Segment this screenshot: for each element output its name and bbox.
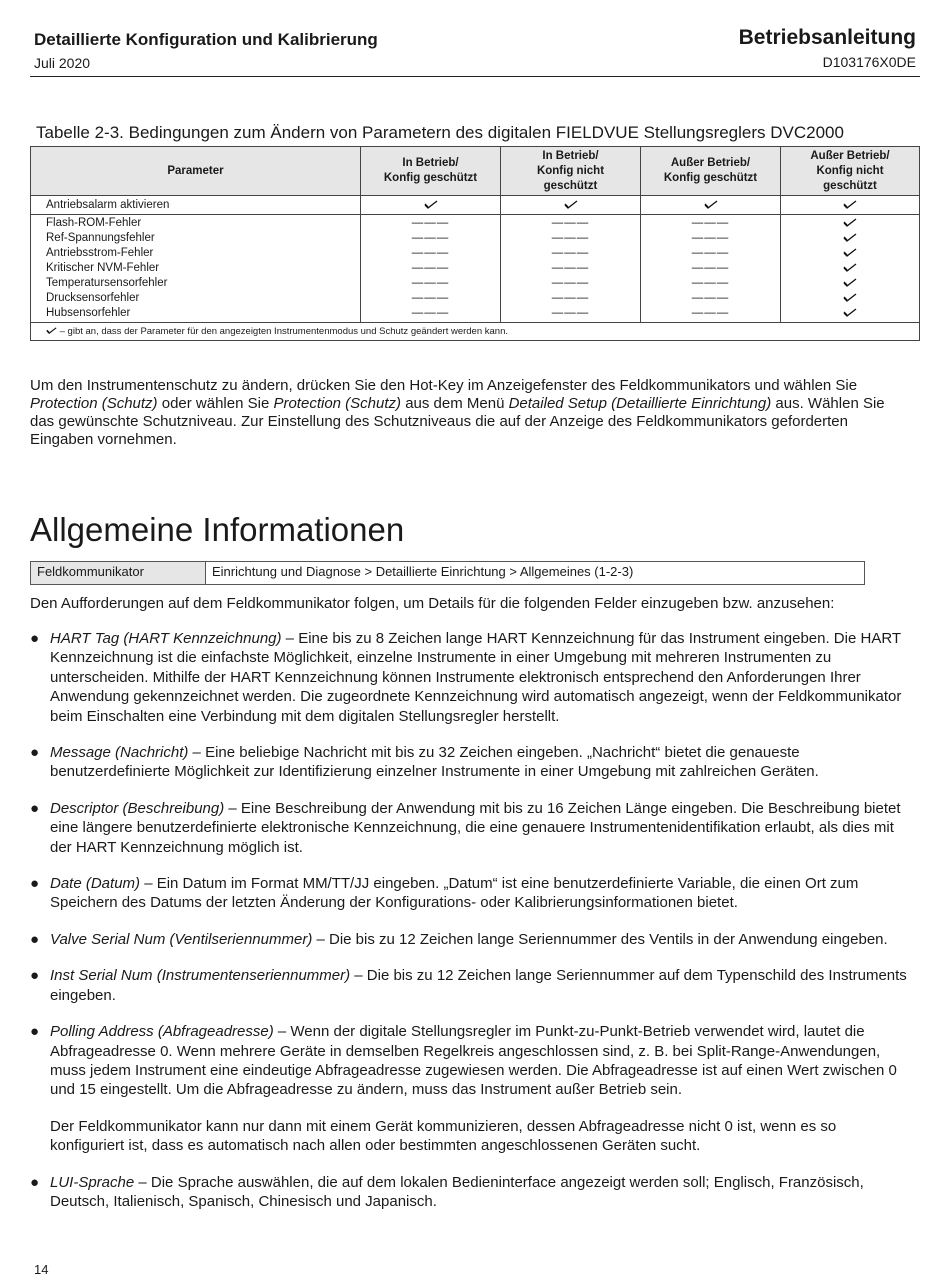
dash-mark: ———: [411, 232, 450, 244]
column-header: In Betrieb/ Konfig geschützt: [361, 147, 501, 196]
intro-text: Den Aufforderungen auf dem Feldkommunikator folgen, um Details für die folgenden Felder einzugeben bzw. anzusehen:: [30, 595, 835, 612]
fc-label: Feldkommunikator: [31, 562, 206, 584]
field-term: Date (Datum): [50, 875, 141, 893]
parameter-name: Drucksensorfehler: [46, 292, 140, 304]
text-run-italic: Detailed Setup (Detaillierte Einrichtung): [508, 395, 772, 412]
bullet-icon: ●: [30, 1173, 40, 1191]
text-run: aus dem Menü: [401, 395, 509, 412]
dash-mark: ———: [551, 262, 590, 274]
bullet-icon: ●: [30, 875, 40, 893]
table-header-row: [31, 147, 920, 196]
dash-mark: ———: [691, 232, 730, 244]
check-icon: [781, 216, 919, 231]
list-spacer: [30, 726, 910, 743]
check-icon: [361, 196, 501, 215]
parameter-name: Flash-ROM-Fehler: [46, 217, 142, 229]
bullet-icon: ●: [30, 967, 40, 985]
column-header: Außer Betrieb/ Konfig geschützt: [641, 147, 781, 196]
list-spacer: [30, 913, 910, 930]
check-icon: [781, 306, 919, 321]
page-number: 14: [34, 1262, 49, 1277]
dash-mark: ———: [551, 307, 590, 319]
column-header: Parameter: [31, 147, 361, 196]
list-item: [30, 743, 910, 782]
text-run-italic: Protection (Schutz): [30, 395, 158, 412]
fc-menu-path: Einrichtung und Diagnose > Detaillierte Einrichtung > Allgemeines (1-2-3): [212, 564, 634, 579]
field-description: – Eine bis zu 8 Zeichen lange HART Kennzeichnung für das Instrument eingeben. Die HART Kennzeichnung ist die einfachste Möglichkeit, einzelne Instrumente in einer Umgebung mit mehreren Instrumenten zu unterscheiden. Mithilfe der HART Kennzeichnung können Instrumente elektronisch entsprechend den Anforderungen Ihrer Anwendung gekennzeichnet werden. Die zugeordnete Kennzeichnung wird automatisch angezeigt, wenn der Feldkommunikator beim Einschalten eine Verbindung mit dem digitalen Stellungsregler herstellt.: [50, 630, 902, 725]
list-item: [30, 930, 910, 949]
list-item: [30, 799, 910, 857]
field-subparagraph: Der Feldkommunikator kann nur dann mit einem Gerät kommunizieren, dessen Abfrageadresse nicht 0 ist, wenn es so konfiguriert ist, dass es automatisch nach allen oder bestimmten angeschlossenen Geräten sucht.: [50, 1117, 837, 1155]
field-term: Message (Nachricht): [50, 744, 189, 762]
list-item: [30, 629, 910, 726]
protection-paragraph: [30, 377, 890, 449]
check-icon: [46, 327, 57, 334]
dash-mark: ———: [691, 307, 730, 319]
column-header: In Betrieb/ Konfig nicht geschützt: [501, 147, 641, 196]
text-run: Um den Instrumentenschutz zu ändern, drücken Sie den Hot-Key im Anzeigefenster des Feldkommunikators und wählen Sie: [30, 377, 858, 394]
list-spacer: [30, 857, 910, 874]
document-type: Betriebsanleitung: [738, 26, 916, 49]
dash-mark: ———: [691, 247, 730, 259]
check-icon: [501, 196, 641, 215]
field-term: LUI-Sprache: [50, 1173, 135, 1191]
dash-mark: ———: [691, 217, 730, 229]
parameter-name: Temperatursensorfehler: [46, 277, 168, 289]
field-description: – Die Sprache auswählen, die auf dem lokalen Bedieninterface angezeigt werden soll; Englisch, Französisch, Deutsch, Italienisch, Spanisch, Chinesisch und Japanisch.: [50, 1173, 864, 1210]
field-description: – Eine Beschreibung der Anwendung mit bis zu 16 Zeichen Länge eingeben. Die Beschreibung bietet eine längere benutzerdefinierte elektronische Kennzeichnung, die eine genauere Instrumentenidentifikation erlaubt, als dies mit der HART Kennzeichnung möglich ist.: [50, 799, 901, 856]
field-description: – Die bis zu 12 Zeichen lange Seriennummer auf dem Typenschild des Instruments eingeben.: [50, 967, 907, 1004]
list-spacer: [30, 1005, 910, 1022]
header-rule: [30, 76, 920, 77]
table-row: [31, 196, 920, 215]
bullet-icon: ●: [30, 1023, 40, 1041]
dash-mark: ———: [411, 262, 450, 274]
check-icon: [781, 231, 919, 246]
field-term: Descriptor (Beschreibung): [50, 799, 225, 817]
dash-mark: ———: [411, 277, 450, 289]
parameter-list: [31, 215, 361, 323]
publication-date: Juli 2020: [34, 55, 91, 71]
parameter-name: Antriebsstrom-Fehler: [46, 247, 154, 259]
check-icon: [781, 246, 919, 261]
list-spacer: [30, 949, 910, 966]
check-column: [781, 215, 920, 323]
field-description: – Die bis zu 12 Zeichen lange Seriennummer des Ventils in der Anwendung eingeben.: [312, 930, 888, 948]
text-run: oder wählen Sie: [157, 395, 274, 412]
field-description: – Ein Datum im Format MM/TT/JJ eingeben. „Datum“ ist eine benutzerdefinierte Variable, die einen Ort zum Speichern des Datums der letzten Änderung der Konfigurations- oder Kalibrierungsinformationen bietet.: [50, 875, 859, 912]
parameter-name: Kritischer NVM-Fehler: [46, 262, 160, 274]
check-icon: [781, 276, 919, 291]
dash-column: [641, 215, 781, 323]
check-icon: [781, 196, 920, 215]
dash-mark: ———: [691, 292, 730, 304]
check-icon: [641, 196, 781, 215]
dash-mark: ———: [551, 292, 590, 304]
check-icon: [781, 291, 919, 306]
bullet-icon: ●: [30, 744, 40, 762]
field-description: – Wenn der digitale Stellungsregler im Punkt-zu-Punkt-Betrieb verwendet wird, lautet die Abfrageadresse 0. Wenn mehrere Geräte in demselben Regelkreis angeschlossen sind, z. B. bei Split-Range-Anwendungen, muss jedem Instrument eine eindeutige Abfrageadresse zugewiesen werden. Die Abfrageadresse ist auf einen Wert zwischen 0 und 15 eingestellt. Um die Abfrageadresse zu ändern, muss das Instrument außer Betrieb sein.: [50, 1023, 897, 1099]
list-item: [30, 1173, 910, 1212]
parameter-name: Hubsensorfehler: [46, 307, 131, 319]
dash-mark: ———: [691, 262, 730, 274]
table-note: [31, 323, 920, 341]
parameter-name: Ref-Spannungsfehler: [46, 232, 155, 244]
dash-mark: ———: [411, 247, 450, 259]
section-title: Detaillierte Konfiguration und Kalibrierung: [34, 30, 378, 49]
field-term: Inst Serial Num (Instrumentenseriennummer): [50, 967, 351, 985]
dash-mark: ———: [551, 277, 590, 289]
text-run: aus. Wählen Sie das gewünschte Schutzniveau. Zur Einstellung des Schutzniveaus die auf der Anzeige des Feldkommunikators geforderten Eingaben vornehmen.: [30, 395, 885, 448]
text-run-italic: Protection (Schutz): [273, 395, 402, 412]
dash-mark: ———: [411, 217, 450, 229]
check-icon: [781, 261, 919, 276]
table-caption: Tabelle 2-3. Bedingungen zum Ändern von Parametern des digitalen FIELDVUE Stellungsreglers DVC2000: [36, 123, 844, 142]
list-item: [30, 966, 910, 1005]
dash-column: [501, 215, 641, 323]
field-list: [30, 629, 910, 1211]
section-heading: Allgemeine Informationen: [30, 511, 405, 548]
dash-mark: ———: [691, 277, 730, 289]
list-item: [30, 874, 910, 913]
dash-mark: ———: [551, 232, 590, 244]
bullet-icon: ●: [30, 630, 40, 647]
field-term: Valve Serial Num (Ventilseriennummer): [50, 930, 313, 948]
parameter-name: Antriebsalarm aktivieren: [31, 196, 361, 215]
dash-mark: ———: [411, 292, 450, 304]
field-description: – Eine beliebige Nachricht mit bis zu 32 Zeichen eingeben. „Nachricht“ bietet die genaueste benutzerdefinierte Möglichkeit zur Identifizierung einzelner Instrumente in einer Umgebung mit zahlreichen Geräten.: [50, 744, 819, 781]
list-spacer: [30, 782, 910, 799]
bullet-icon: ●: [30, 930, 40, 948]
table-row-group: [31, 215, 920, 323]
bullet-icon: ●: [30, 799, 40, 817]
parameter-conditions-table: [30, 146, 920, 341]
table-note-text: – gibt an, dass der Parameter für den angezeigten Instrumentenmodus und Schutz geändert werden kann.: [57, 325, 509, 337]
dash-mark: ———: [551, 247, 590, 259]
column-header: Außer Betrieb/ Konfig nicht geschützt: [781, 147, 920, 196]
document-number: D103176X0DE: [822, 54, 916, 70]
table-note-row: [31, 323, 920, 341]
dash-mark: ———: [411, 307, 450, 319]
field-term: HART Tag (HART Kennzeichnung): [50, 630, 282, 647]
field-term: Polling Address (Abfrageadresse): [50, 1023, 274, 1041]
dash-mark: ———: [551, 217, 590, 229]
field-communicator-path-box: [30, 561, 865, 585]
dash-column: [361, 215, 501, 323]
list-item: [30, 1022, 910, 1155]
list-spacer: [30, 1156, 910, 1173]
